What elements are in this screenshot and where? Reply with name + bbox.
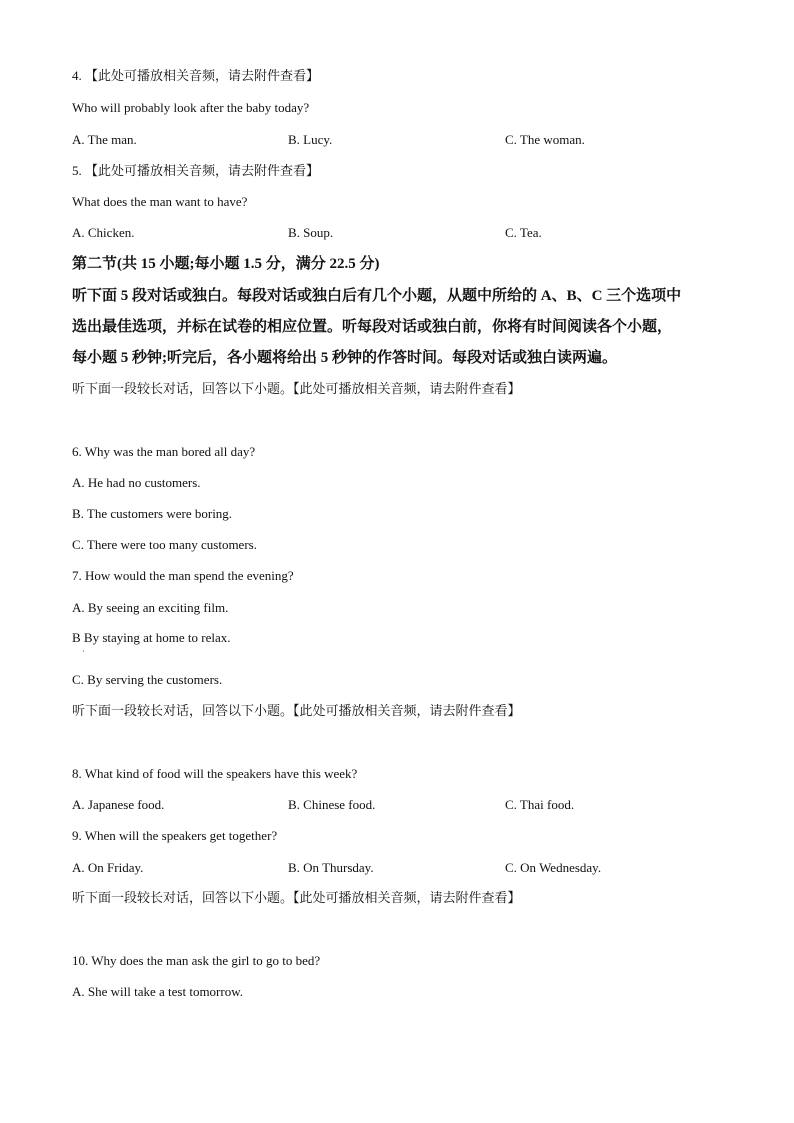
dialog2-intro: 听下面一段较长对话，回答以下小题。【此处可播放相关音频，请去附件查看】 <box>72 703 521 718</box>
q7-option-b: B By staying at home to relax. <box>72 630 231 645</box>
q4-option-b: B. Lucy. <box>288 132 333 147</box>
section2-instruction-3: 每小题 5 秒钟;听完后，各小题将给出 5 秒钟的作答时间。每段对话或独白读两遍。 <box>72 350 617 366</box>
section2-instruction-1: 听下面 5 段对话或独白。每段对话或独白后有几个小题，从题中所给的 A、B、C 三个选项中 <box>72 288 682 304</box>
q4-option-a: A. The man. <box>72 132 137 147</box>
q8-option-c: C. Thai food. <box>505 797 575 812</box>
q6-question: 6. Why was the man bored all day? <box>72 444 256 459</box>
stray-dot-mark: · <box>82 647 85 656</box>
q6-option-a: A. He had no customers. <box>72 475 201 490</box>
q5-option-a: A. Chicken. <box>72 225 135 240</box>
q6-option-b: B. The customers were boring. <box>72 506 233 521</box>
q7-option-a: A. By seeing an exciting film. <box>72 600 229 615</box>
q4-question: Who will probably look after the baby today? <box>72 100 310 115</box>
q10-question: 10. Why does the man ask the girl to go to bed? <box>72 953 321 968</box>
q5-option-b: B. Soup. <box>288 225 334 240</box>
q9-option-b: B. On Thursday. <box>288 860 374 875</box>
q9-option-a: A. On Friday. <box>72 860 144 875</box>
q9-option-c: C. On Wednesday. <box>505 860 602 875</box>
section2-heading: 第二节(共 15 小题;每小题 1.5 分，满分 22.5 分) <box>72 256 380 272</box>
dialog3-intro: 听下面一段较长对话，回答以下小题。【此处可播放相关音频，请去附件查看】 <box>72 890 521 905</box>
q10-option-a: A. She will take a test tomorrow. <box>72 984 244 999</box>
q4-option-c: C. The woman. <box>505 132 585 147</box>
q4-title: 4. 【此处可播放相关音频，请去附件查看】 <box>72 68 320 83</box>
q7-question: 7. How would the man spend the evening? <box>72 568 294 583</box>
q8-question: 8. What kind of food will the speakers have this week? <box>72 766 358 781</box>
section2-instruction-2: 选出最佳选项，并标在试卷的相应位置。听每段对话或独白前，你将有时间阅读各个小题， <box>72 319 673 335</box>
q7-option-c: C. By serving the customers. <box>72 672 223 687</box>
dialog1-intro: 听下面一段较长对话，回答以下小题。【此处可播放相关音频，请去附件查看】 <box>72 381 521 396</box>
q9-question: 9. When will the speakers get together? <box>72 828 278 843</box>
q5-question: What does the man want to have? <box>72 194 248 209</box>
q6-option-c: C. There were too many customers. <box>72 537 257 552</box>
q8-option-a: A. Japanese food. <box>72 797 165 812</box>
q8-option-b: B. Chinese food. <box>288 797 376 812</box>
q5-title: 5. 【此处可播放相关音频，请去附件查看】 <box>72 163 320 178</box>
q5-option-c: C. Tea. <box>505 225 542 240</box>
